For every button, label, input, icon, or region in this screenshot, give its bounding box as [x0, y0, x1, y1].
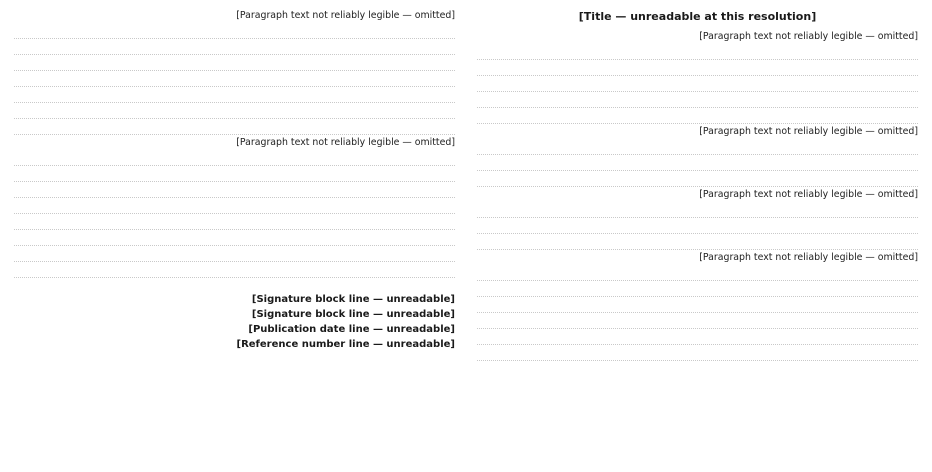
text-line — [14, 150, 455, 166]
text-line — [477, 202, 918, 218]
notice-paragraph: [Paragraph text not reliably legible — omitted] — [699, 126, 918, 137]
text-line — [14, 214, 455, 230]
text-line — [14, 262, 455, 278]
notice-paragraph: [Paragraph text not reliably legible — omitted] — [699, 189, 918, 200]
text-line — [477, 297, 918, 313]
text-line — [14, 39, 455, 55]
text-line — [477, 171, 918, 187]
text-line — [14, 230, 455, 246]
text-line — [477, 345, 918, 361]
text-line — [14, 198, 455, 214]
left-column — [14, 8, 455, 464]
notice-paragraph: [Paragraph text not reliably legible — omitted] — [236, 10, 455, 21]
notice-paragraph: [Paragraph text not reliably legible — omitted] — [699, 31, 918, 42]
notice-title: [Title — unreadable at this resolution] — [578, 10, 817, 23]
text-line — [14, 166, 455, 182]
two-column-layout — [14, 8, 918, 464]
right-column — [477, 8, 918, 464]
signature-block — [14, 292, 455, 352]
text-line — [477, 313, 918, 329]
text-line — [14, 23, 455, 39]
text-line — [477, 92, 918, 108]
notice-paragraph: [Paragraph text not reliably legible — omitted] — [236, 137, 455, 148]
publication-date-line: [Publication date line — unreadable] — [248, 324, 455, 335]
text-line — [14, 55, 455, 71]
text-line — [14, 246, 455, 262]
text-line — [14, 182, 455, 198]
text-line — [14, 119, 455, 135]
text-line — [14, 87, 455, 103]
text-line — [14, 71, 455, 87]
reference-number-line: [Reference number line — unreadable] — [236, 339, 455, 350]
text-line — [477, 76, 918, 92]
text-line — [477, 218, 918, 234]
signature-line: [Signature block line — unreadable] — [251, 294, 455, 305]
text-line — [477, 265, 918, 281]
text-line — [477, 139, 918, 155]
text-line — [477, 60, 918, 76]
text-line — [477, 108, 918, 124]
notice-paragraph: [Paragraph text not reliably legible — omitted] — [699, 252, 918, 263]
text-line — [477, 44, 918, 60]
text-line — [477, 329, 918, 345]
text-line — [14, 103, 455, 119]
text-line — [477, 234, 918, 250]
signature-line: [Signature block line — unreadable] — [251, 309, 455, 320]
text-line — [477, 155, 918, 171]
text-line — [477, 281, 918, 297]
